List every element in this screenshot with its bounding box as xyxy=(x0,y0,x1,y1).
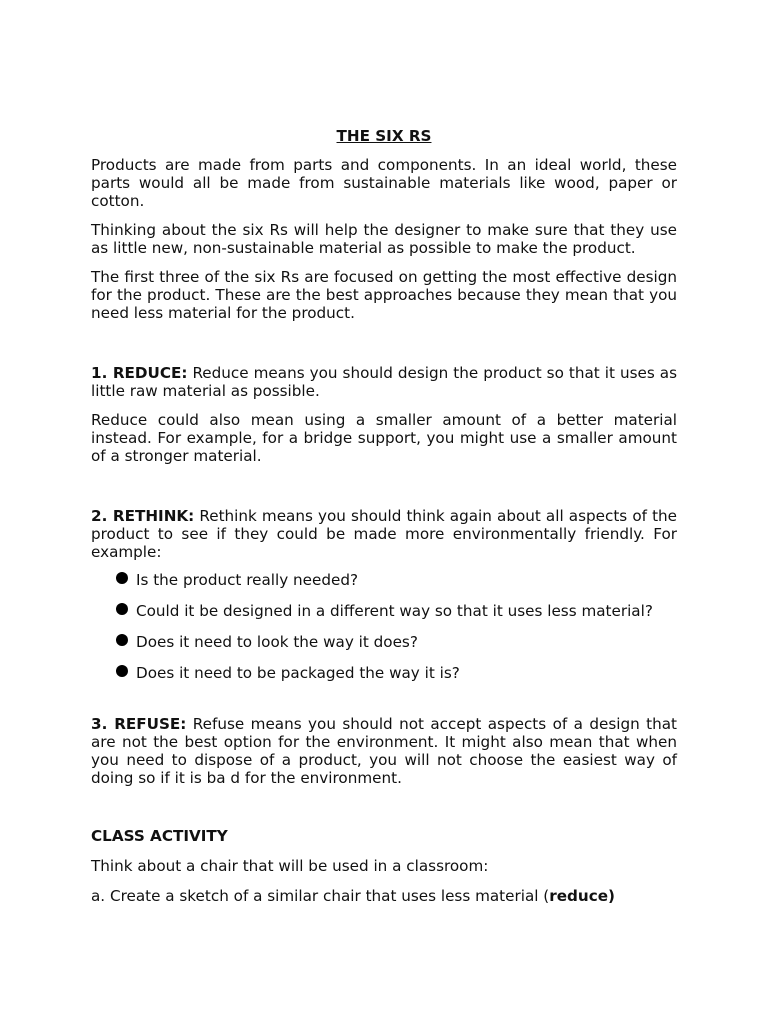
reduce-extra-paragraph: Reduce could also mean using a smaller amount of a better material instead. For example, for a bridge support, you might use a smaller amount of a stronger material. xyxy=(91,411,677,465)
activity-prompt: Think about a chair that will be used in a classroom: xyxy=(91,857,489,875)
rethink-heading: 2. RETHINK: xyxy=(91,507,195,525)
intro-paragraph-3: The first three of the six Rs are focused on getting the most effective design for the product. These are the best approaches because they mean that you need less material for the product. xyxy=(91,268,677,322)
activity-item-a-keyword: reduce) xyxy=(549,887,615,905)
rethink-bullet-list xyxy=(91,569,677,693)
activity-item-a xyxy=(91,887,677,905)
bullet-text: Does it need to look the way it does? xyxy=(136,633,418,651)
list-item xyxy=(91,569,677,600)
class-activity-heading: CLASS ACTIVITY xyxy=(91,827,228,845)
bullet-text: Is the product really needed? xyxy=(136,571,359,589)
rethink-text: Rethink means you should think again about all aspects of the product to see if they could be made more environmentally friendly. For example: xyxy=(91,507,678,561)
reduce-paragraph xyxy=(91,364,677,400)
bullet-text: Could it be designed in a different way so that it uses less material? xyxy=(136,602,653,620)
bullet-icon xyxy=(116,634,128,646)
bullet-icon xyxy=(116,665,128,677)
refuse-text: Refuse means you should not accept aspects of a design that are not the best option for the environment. It might also mean that when you need to dispose of a product, you will not choose the easiest way of doing so if it is ba d for the environment. xyxy=(91,715,677,787)
list-item xyxy=(91,600,677,631)
bullet-icon xyxy=(116,603,128,615)
list-item xyxy=(91,631,677,662)
bullet-icon xyxy=(116,572,128,584)
refuse-heading: 3. REFUSE: xyxy=(91,715,187,733)
activity-item-a-text: a. Create a sketch of a similar chair that uses less material ( xyxy=(91,887,550,905)
reduce-text: Reduce means you should design the product so that it uses as little raw material as possible. xyxy=(91,364,677,400)
reduce-heading: 1. REDUCE: xyxy=(91,364,188,382)
bullet-text: Does it need to be packaged the way it is? xyxy=(136,664,460,682)
refuse-paragraph xyxy=(91,715,677,787)
intro-paragraph-1: Products are made from parts and components. In an ideal world, these parts would all be made from sustainable materials like wood, paper or cotton. xyxy=(91,156,677,210)
list-item xyxy=(91,662,677,693)
intro-paragraph-2: Thinking about the six Rs will help the designer to make sure that they use as little new, non-sustainable material as possible to make the product. xyxy=(91,221,677,257)
document-body xyxy=(91,127,677,905)
page-title: THE SIX RS xyxy=(336,127,432,145)
rethink-paragraph xyxy=(91,507,677,561)
